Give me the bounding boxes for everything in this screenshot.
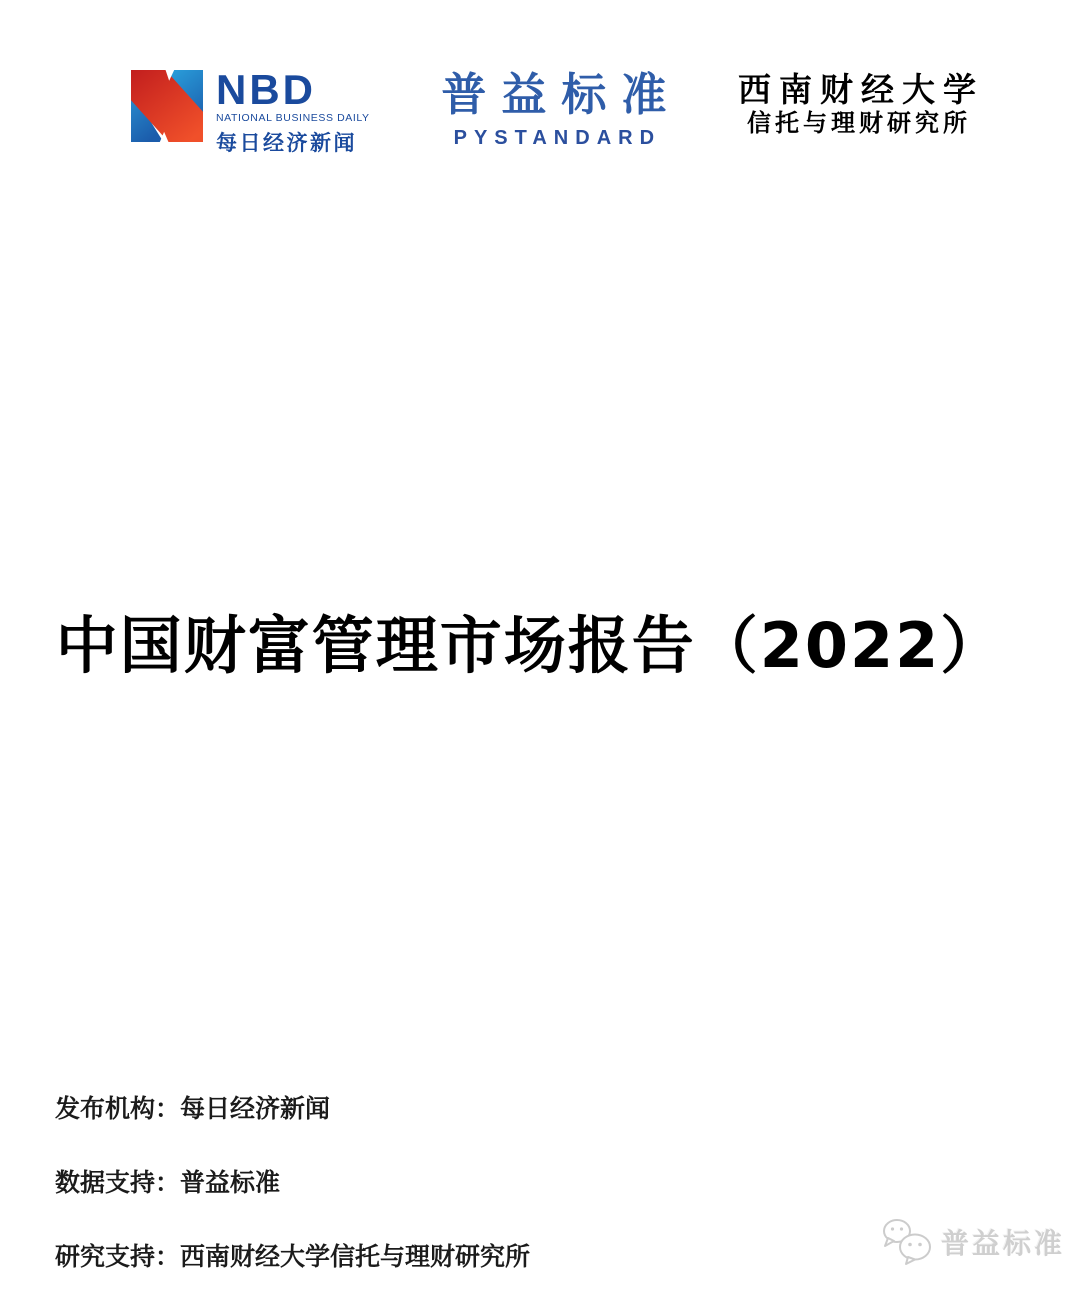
swufe-institute-name: 信托与理财研究所 — [746, 108, 971, 137]
swufe-university-name: 西南财经大学 — [737, 70, 984, 109]
pystandard-english-name: PYSTANDARD — [453, 127, 662, 149]
nbd-subtitle: NATIONAL BUSINESS DAILY — [216, 112, 370, 124]
pystandard-chinese-name: 普益标准 — [441, 69, 682, 120]
wechat-icon — [882, 1218, 934, 1266]
pystandard-logo — [441, 69, 682, 150]
credit-publisher: 发布机构：每日经济新闻 — [55, 1095, 331, 1123]
nbd-acronym: NBD — [216, 66, 316, 113]
swufe-institute-logo — [737, 70, 984, 137]
report-title: 中国财富管理市场报告（2022） — [55, 609, 1005, 682]
watermark-text: 普益标准 — [941, 1228, 1066, 1259]
nbd-logo-text — [216, 66, 370, 157]
pystandard-watermark — [882, 1218, 1065, 1266]
logo-band — [128, 66, 984, 157]
nbd-chinese-name: 每日经济新闻 — [216, 132, 357, 155]
credit-data-support: 数据支持：普益标准 — [55, 1169, 281, 1197]
credit-research-support: 研究支持：西南财经大学信托与理财研究所 — [55, 1243, 531, 1271]
credits-block — [55, 1097, 530, 1270]
nbd-n-ribbon-icon — [128, 70, 206, 142]
nbd-logo — [128, 66, 370, 157]
